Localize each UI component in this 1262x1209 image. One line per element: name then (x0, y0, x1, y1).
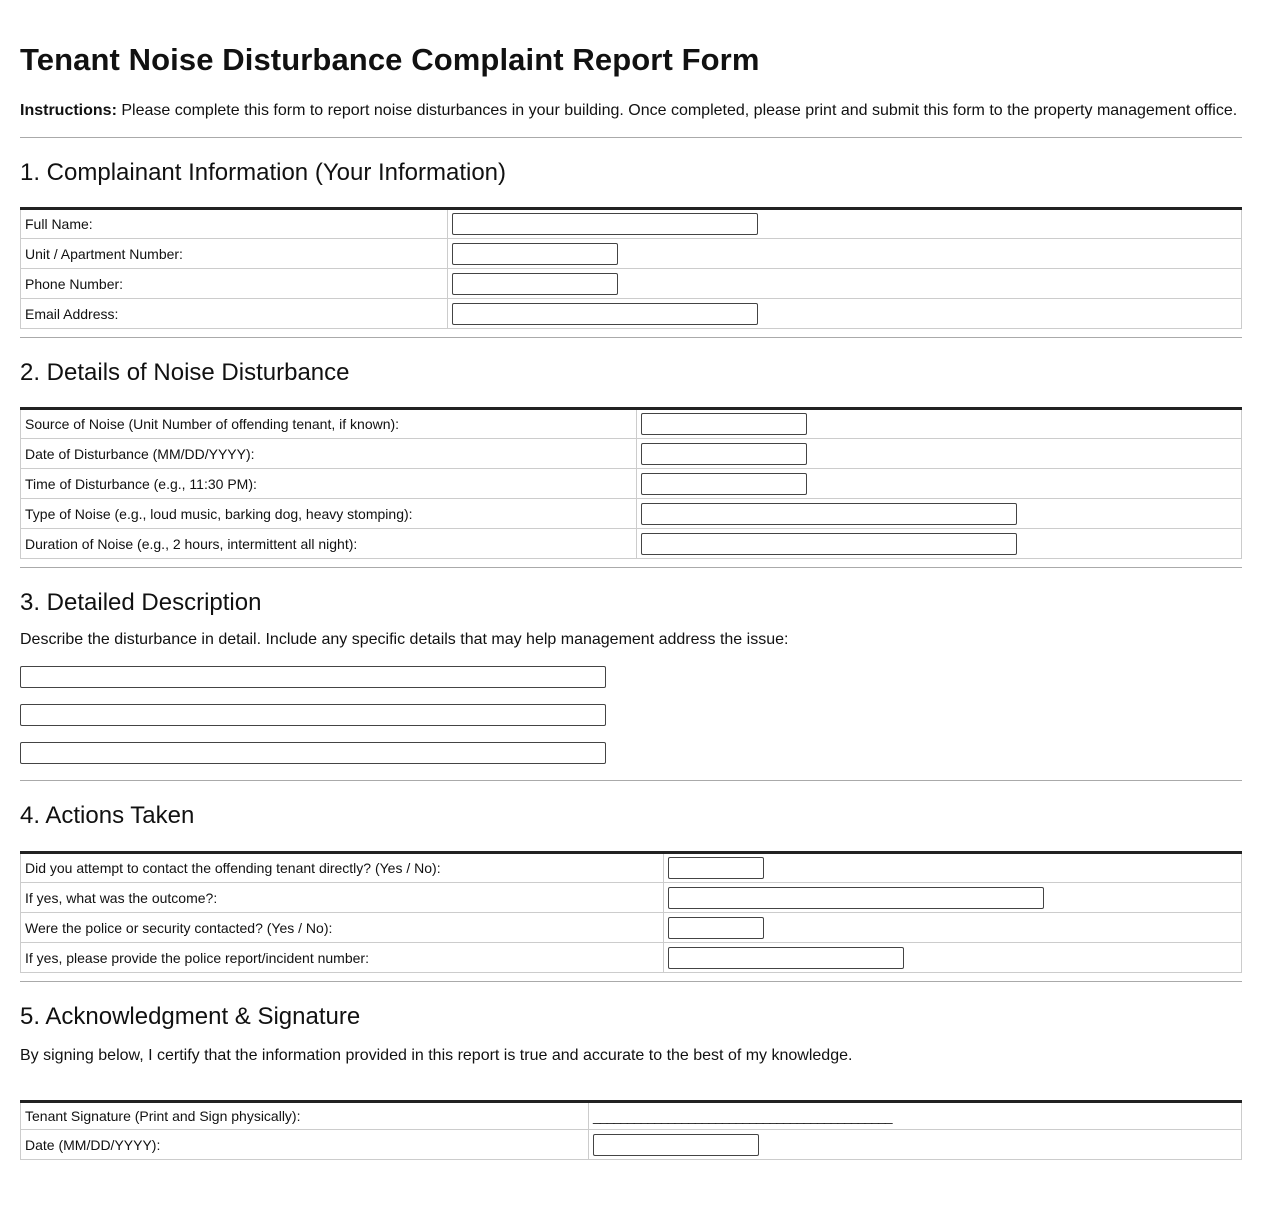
unit-number-input[interactable] (452, 243, 618, 265)
signature-date-input[interactable] (593, 1134, 759, 1156)
table-row (21, 439, 1242, 469)
report-number-input[interactable] (668, 947, 904, 969)
signature-label: Tenant Signature (Print and Sign physically): (21, 1102, 589, 1130)
outcome-label: If yes, what was the outcome?: (21, 883, 664, 913)
disturbance-date-input[interactable] (641, 443, 807, 465)
table-row (21, 299, 1242, 329)
instructions-label: Instructions: (20, 102, 117, 119)
table-row (21, 943, 1242, 973)
section4-heading: 4. Actions Taken (20, 802, 195, 829)
contact-tenant-label: Did you attempt to contact the offending tenant directly? (Yes / No): (21, 853, 664, 883)
table-row (21, 1130, 1242, 1160)
email-label: Email Address: (21, 299, 448, 329)
disturbance-time-input[interactable] (641, 473, 807, 495)
full-name-input[interactable] (452, 213, 758, 235)
police-contacted-label: Were the police or security contacted? (Yes / No): (21, 913, 664, 943)
description-line-1[interactable] (20, 666, 606, 688)
noise-source-label: Source of Noise (Unit Number of offending tenant, if known): (21, 409, 637, 439)
complainant-table (20, 207, 1242, 329)
table-row (21, 239, 1242, 269)
report-number-label: If yes, please provide the police report/incident number: (21, 943, 664, 973)
section1-heading: 1. Complainant Information (Your Information) (20, 159, 507, 186)
police-contacted-input[interactable] (668, 917, 764, 939)
phone-number-input[interactable] (452, 273, 618, 295)
table-row (21, 409, 1242, 439)
description-line-2[interactable] (20, 704, 606, 726)
page-title: Tenant Noise Disturbance Complaint Report Form (20, 42, 760, 77)
signature-date-label: Date (MM/DD/YYYY): (21, 1130, 589, 1160)
table-row (21, 529, 1242, 559)
disturbance-time-label: Time of Disturbance (e.g., 11:30 PM): (21, 469, 637, 499)
noise-details-table (20, 407, 1242, 559)
divider (20, 337, 1242, 338)
email-input[interactable] (452, 303, 758, 325)
table-row (21, 209, 1242, 239)
disturbance-date-label: Date of Disturbance (MM/DD/YYYY): (21, 439, 637, 469)
section2-heading: 2. Details of Noise Disturbance (20, 359, 350, 386)
description-lines (20, 666, 1242, 764)
section5-heading: 5. Acknowledgment & Signature (20, 1003, 361, 1030)
instructions-text: Please complete this form to report noise disturbances in your building. Once completed, please print and submit this form to the property management office. (116, 102, 1238, 119)
contact-tenant-input[interactable] (668, 857, 764, 879)
divider (20, 780, 1242, 781)
table-row (21, 853, 1242, 883)
signature-line[interactable]: ____________________________________________ (593, 1108, 892, 1124)
description-prompt: Describe the disturbance in detail. Include any specific details that may help management address the issue: (20, 631, 789, 648)
outcome-input[interactable] (668, 887, 1044, 909)
actions-table (20, 851, 1242, 973)
table-row (21, 269, 1242, 299)
noise-duration-label: Duration of Noise (e.g., 2 hours, intermittent all night): (21, 529, 637, 559)
noise-type-label: Type of Noise (e.g., loud music, barking dog, heavy stomping): (21, 499, 637, 529)
noise-source-input[interactable] (641, 413, 807, 435)
description-line-3[interactable] (20, 742, 606, 764)
full-name-label: Full Name: (21, 209, 448, 239)
noise-type-input[interactable] (641, 503, 1017, 525)
table-row (21, 499, 1242, 529)
instructions (20, 101, 1242, 121)
divider (20, 567, 1242, 568)
certification-statement: By signing below, I certify that the information provided in this report is true and accurate to the best of my knowledge. (20, 1047, 853, 1064)
divider (20, 981, 1242, 982)
table-row (21, 913, 1242, 943)
unit-number-label: Unit / Apartment Number: (21, 239, 448, 269)
section3-heading: 3. Detailed Description (20, 589, 262, 616)
table-row (21, 1102, 1242, 1130)
noise-duration-input[interactable] (641, 533, 1017, 555)
signature-table (20, 1100, 1242, 1160)
divider (20, 137, 1242, 138)
phone-number-label: Phone Number: (21, 269, 448, 299)
table-row (21, 883, 1242, 913)
table-row (21, 469, 1242, 499)
